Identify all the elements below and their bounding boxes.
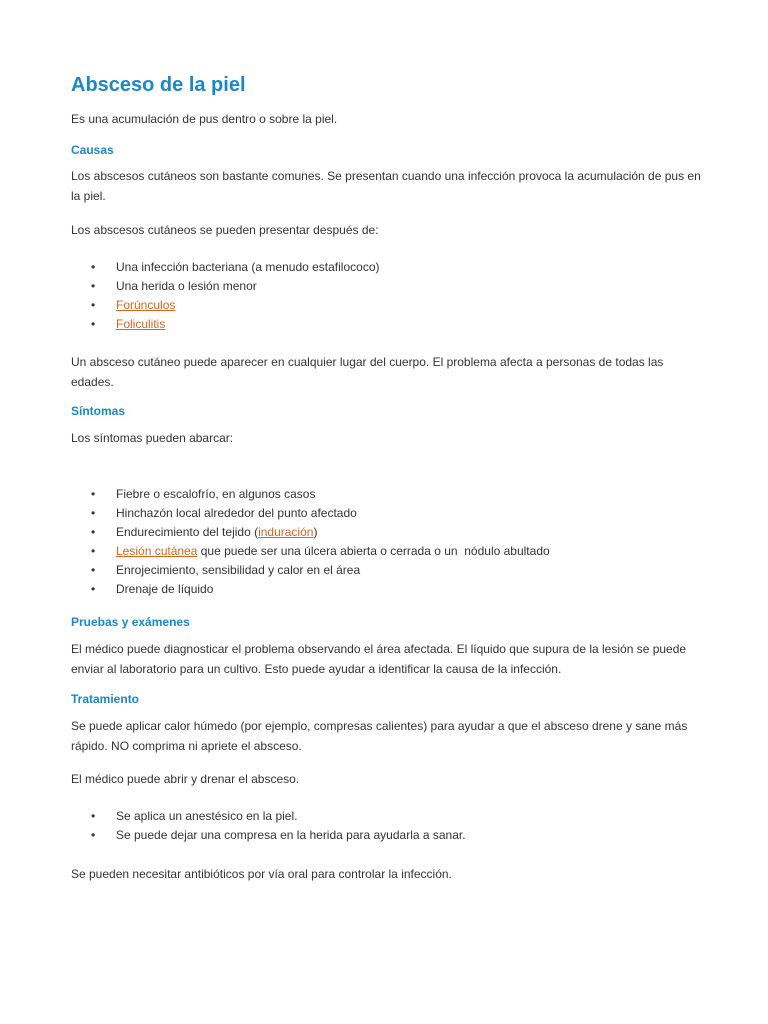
list-item <box>71 258 711 277</box>
link-induracion[interactable]: induración <box>258 525 314 539</box>
list-item <box>71 561 711 580</box>
list-item <box>71 504 711 523</box>
intro-paragraph: Es una acumulación de pus dentro o sobre la piel. <box>71 112 338 126</box>
section-heading-sintomas: Síntomas <box>71 404 126 418</box>
section-heading-causas: Causas <box>71 143 114 157</box>
section-heading-tratamiento: Tratamiento <box>71 692 140 706</box>
list-item-text: Hinchazón local alrededor del punto afectado <box>116 506 357 520</box>
link-foruenculos[interactable]: Forúnculos <box>116 298 176 312</box>
tratamiento-paragraph-1: Se puede aplicar calor húmedo (por ejemplo, compresas calientes) para ayudar a que el absceso drene y sane más rápido. NO comprima ni apriete el absceso. <box>71 719 688 753</box>
list-item-text: Enrojecimiento, sensibilidad y calor en el área <box>116 563 361 577</box>
pruebas-paragraph-1: El médico puede diagnosticar el problema observando el área afectada. El líquido que supura de la lesión se puede enviar al laboratorio para un cultivo. Esto puede ayudar a identificar la causa de la infección. <box>71 642 687 676</box>
list-item <box>71 523 711 542</box>
causas-paragraph-3: Un absceso cutáneo puede aparecer en cualquier lugar del cuerpo. El problema afecta a personas de todas las edades. <box>71 355 664 389</box>
causas-list <box>71 258 711 334</box>
list-item-text: Fiebre o escalofrío, en algunos casos <box>116 487 316 501</box>
tratamiento-list <box>71 807 711 845</box>
tratamiento-paragraph-3: Se pueden necesitar antibióticos por vía oral para controlar la infección. <box>71 867 452 881</box>
list-item-text: Una infección bacteriana (a menudo estafilococo) <box>116 260 380 274</box>
list-item <box>71 277 711 296</box>
link-foliculitis[interactable]: Foliculitis <box>116 317 166 331</box>
list-item-text: que puede ser una úlcera abierta o cerrada o un nódulo abultado <box>197 544 550 558</box>
list-item <box>71 807 711 826</box>
list-item <box>71 296 711 315</box>
list-item-text: Una herida o lesión menor <box>116 279 257 293</box>
list-item <box>71 315 711 334</box>
list-item-text: Drenaje de líquido <box>116 582 214 596</box>
tratamiento-paragraph-2: El médico puede abrir y drenar el absceso. <box>71 772 300 786</box>
causas-paragraph-2: Los abscesos cutáneos se pueden presentar después de: <box>71 223 379 237</box>
link-lesion-cutanea[interactable]: Lesión cutánea <box>116 544 198 558</box>
page-title: Absceso de la piel <box>71 74 246 96</box>
causas-paragraph-1: Los abscesos cutáneos son bastante comunes. Se presentan cuando una infección provoca la acumulación de pus en la piel. <box>71 169 701 203</box>
list-item <box>71 485 711 504</box>
section-heading-pruebas: Pruebas y exámenes <box>71 615 190 629</box>
sintomas-paragraph-1: Los síntomas pueden abarcar: <box>71 431 234 445</box>
list-item-text: Se puede dejar una compresa en la herida para ayudarla a sanar. <box>116 828 466 842</box>
list-item-text: Endurecimiento del tejido ( <box>116 525 259 539</box>
list-item-text: Se aplica un anestésico en la piel. <box>116 809 298 823</box>
list-item <box>71 826 711 845</box>
list-item <box>71 580 711 599</box>
list-item <box>71 542 711 561</box>
sintomas-list <box>71 485 711 599</box>
list-item-text: ) <box>313 525 318 539</box>
